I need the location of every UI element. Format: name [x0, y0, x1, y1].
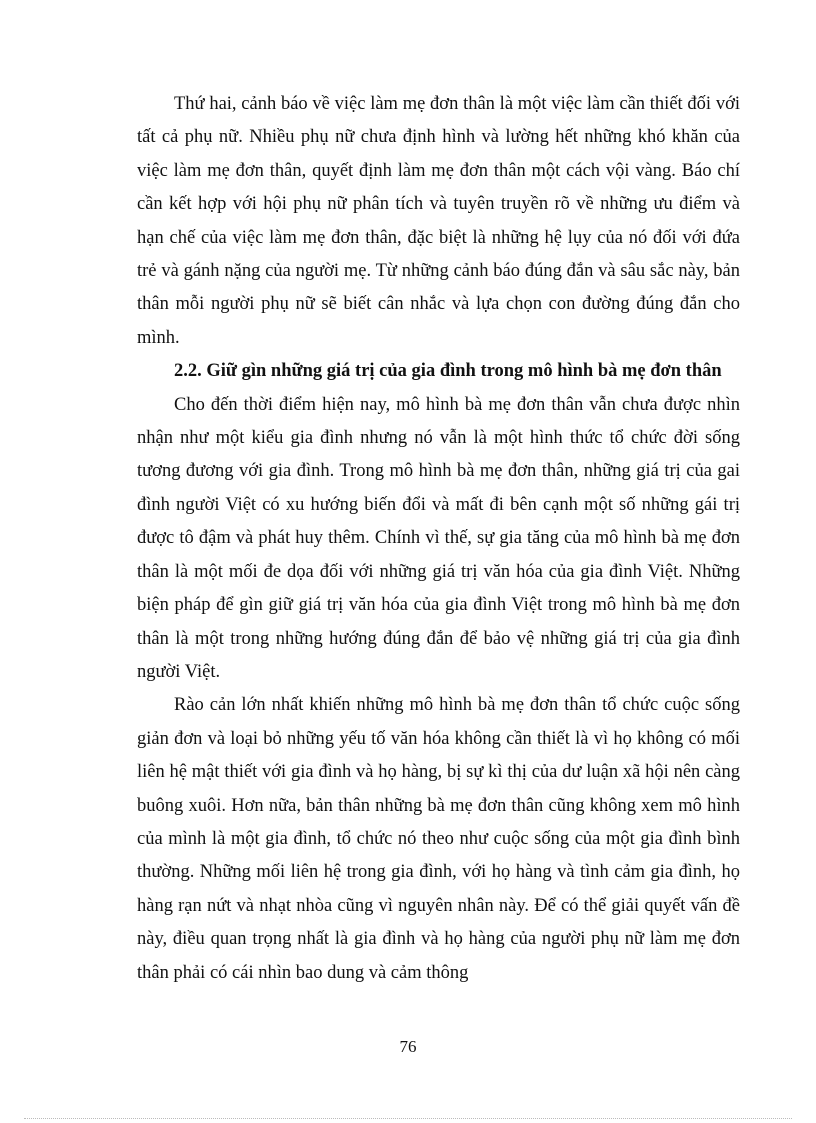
paragraph-barriers: Rào cản lớn nhất khiến những mô hình bà mẹ đơn thân tổ chức cuộc sống giản đơn và loại bỏ những yếu tố văn hóa không cần thiết là vì họ không có mối liên hệ mật thiết với gia đình và họ hàng, bị sự kì thị của dư luận xã hội nên càng buông xuôi. Hơn nữa, bản thân những bà mẹ đơn thân cũng không xem mô hình của mình là một gia đình, tổ chức nó theo như cuộc sống của một gia đình bình thường. Những mối liên hệ trong gia đình, với họ hàng và tình cảm gia đình, họ hàng rạn nứt và nhạt nhòa cũng vì nguyên nhân này. Để có thể giải quyết vấn đề này, điều quan trọng nhất là gia đình và họ hàng của người phụ nữ làm mẹ đơn thân phải có cái nhìn bao dung và cảm thông	[137, 695, 740, 983]
page-body	[137, 88, 740, 990]
section-heading: 2.2. Giữ gìn những giá trị của gia đình trong mô hình bà mẹ đơn thân	[174, 361, 722, 382]
paragraph-warning-single-mother: Thứ hai, cảnh báo về việc làm mẹ đơn thân là một việc làm cần thiết đối với tất cả phụ nữ. Nhiều phụ nữ chưa định hình và lường hết những khó khăn của việc làm mẹ đơn thân, quyết định làm mẹ đơn thân một cách vội vàng. Báo chí cần kết hợp với hội phụ nữ phân tích và tuyên truyền rõ về những ưu điểm và hạn chế của việc làm mẹ đơn thân, đặc biệt là những hệ lụy của nó đối với đứa trẻ và gánh nặng của người mẹ. Từ những cảnh báo đúng đắn và sâu sắc này, bản thân mỗi người phụ nữ sẽ biết cân nhắc và lựa chọn con đường đúng đắn cho mình.	[137, 94, 740, 348]
page-number: 76	[399, 1037, 417, 1056]
paragraph-family-values: Cho đến thời điểm hiện nay, mô hình bà mẹ đơn thân vẫn chưa được nhìn nhận như một kiểu gia đình nhưng nó vẫn là một hình thức tổ chức đời sống tương đương với gia đình. Trong mô hình bà mẹ đơn thân, những giá trị của gai đình người Việt có xu hướng biến đổi và mất đi bên cạnh một số những gái trị được tô đậm và phát huy thêm. Chính vì thế, sự gia tăng của mô hình bà mẹ đơn thân là một mối đe dọa đối với những giá trị văn hóa của gia đình Việt. Những biện pháp để gìn giữ giá trị văn hóa của gia đình Việt trong mô hình bà mẹ đơn thân là một trong những hướng đúng đắn để bảo vệ những giá trị của gia đình người Việt.	[137, 394, 740, 682]
page-bottom-divider	[24, 1118, 792, 1119]
